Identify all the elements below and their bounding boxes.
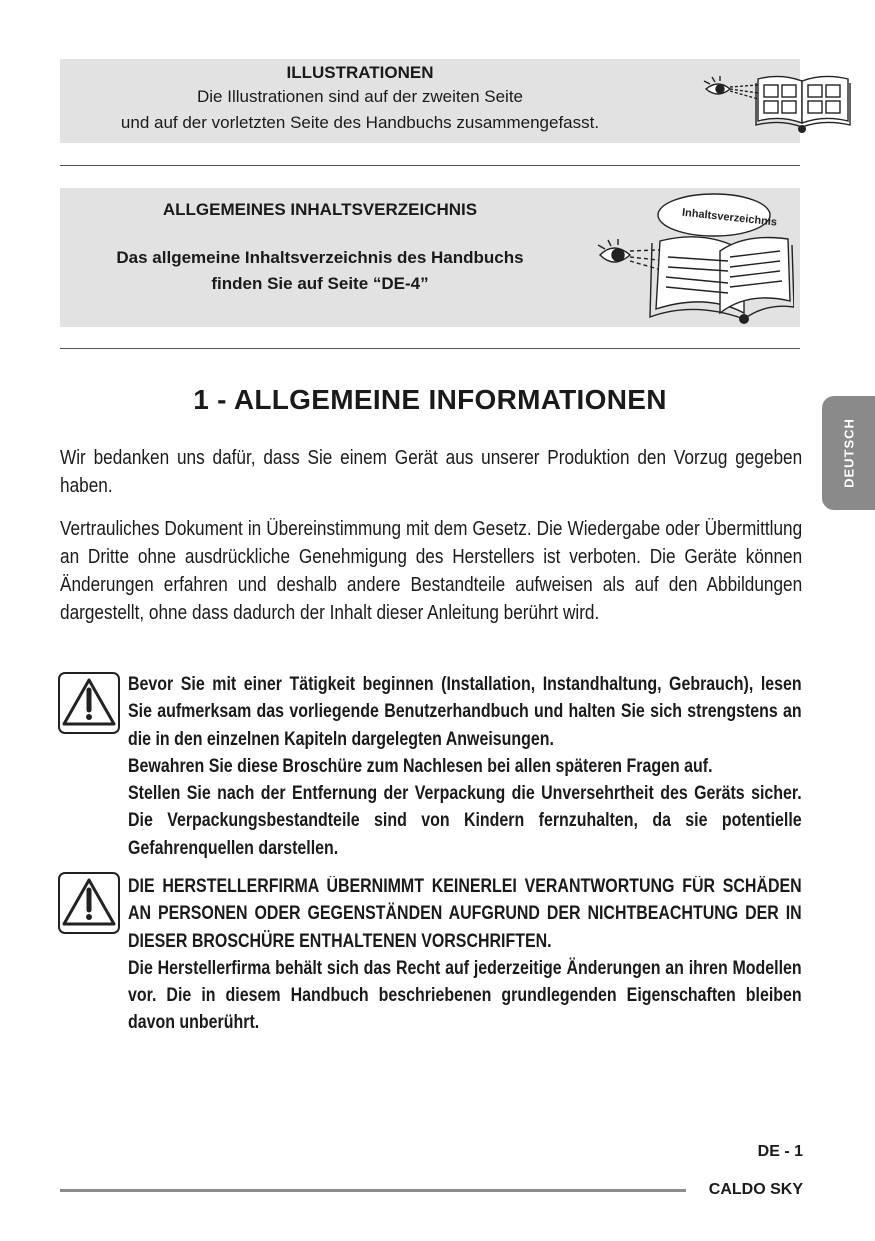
warning-block-2 [128, 873, 802, 1037]
warning-2-text-2: Die Herstellerfirma behält sich das Recht auf jederzeitige Änderungen an ihren Modellen vor. Die in diesem Handbuch beschriebenen grundlegenden Eigenschaften bleiben davon unberührt. [128, 957, 802, 1034]
language-side-tab-label: DEUTSCH [841, 418, 856, 488]
divider-rule [60, 165, 800, 166]
table-of-contents-book-icon [594, 191, 794, 325]
illustrations-line-1: Die Illustrationen sind auf der zweiten Seite [196, 87, 523, 106]
intro-paragraph-confidential-text: Vertrauliches Dokument in Übereinstimmung mit dem Gesetz. Die Wiedergabe oder Übermittlung an Dritte ohne ausdrückliche Genehmigung des Herstellers ist verboten. Die Geräte können Änderungen erfahren und deshalb andere Bestandteile aufweisen als auf den Abbildungen dargestellt, ohne dass dadurch der Inhalt dieser Anleitung berührt wird. [60, 518, 803, 624]
language-side-tab [822, 396, 875, 510]
toc-line-1: Das allgemeine Inhaltsverzeichnis des Handbuchs [116, 248, 524, 267]
page-number: DE - 1 [757, 1143, 803, 1160]
divider-rule [60, 348, 800, 349]
illustrations-title: ILLUSTRATIONEN [286, 63, 434, 82]
warning-1-text-2: Bewahren Sie diese Broschüre zum Nachlesen bei allen späteren Fragen auf. [128, 755, 713, 777]
toc-notice-box [60, 188, 800, 327]
warning-triangle-icon [58, 672, 120, 734]
warning-1-text-3: Stellen Sie nach der Entfernung der Verpackung die Unversehrtheit des Geräts sicher. Die Verpackungsbestandteile sind von Kindern fernzuhalten, da sie potentielle Gefahrenquellen darstellen. [128, 783, 802, 859]
toc-title: ALLGEMEINES INHALTSVERZEICHNIS [162, 200, 478, 219]
warning-1-text-1: Bevor Sie mit einer Tätigkeit beginnen (Installation, Instandhaltung, Gebrauch), lesen Sie aufmerksam das vorliegende Benutzerhandbuch und halten Sie sich strengstens an die in den einzelnen Kapiteln dargelegten Anweisungen. [128, 674, 802, 750]
intro-paragraph-confidential [60, 515, 803, 627]
warning-triangle-icon [58, 872, 120, 934]
toc-bubble-label: Inhaltsverzeichnis [681, 206, 778, 229]
intro-paragraph-thanks [60, 444, 803, 500]
warning-block-1 [128, 671, 802, 862]
illustrations-line-2: und auf der vorletzten Seite des Handbuchs zusammengefasst. [120, 113, 600, 132]
warning-2-text-1: DIE HERSTELLERFIRMA ÜBERNIMMT KEINERLEI VERANTWORTUNG FÜR SCHÄDEN AN PERSONEN ODER GEGENSTÄNDEN AUFGRUND DER NICHTBEACHTUNG DER IN DIESER BROSCHÜRE ENTHALTENEN VORSCHRIFTEN. [128, 876, 802, 952]
section-heading: 1 - ALLGEMEINE INFORMATIONEN [193, 384, 667, 415]
toc-line-2: finden Sie auf Seite “DE-4” [211, 274, 429, 293]
intro-paragraph-thanks-text: Wir bedanken uns dafür, dass Sie einem Gerät aus unserer Produktion den Vorzug gegeben haben. [60, 447, 803, 497]
footer-rule [60, 1189, 686, 1192]
open-book-eye-icon [700, 67, 855, 137]
footer-brand: CALDO SKY [708, 1181, 803, 1198]
illustrations-notice-box [60, 59, 800, 143]
